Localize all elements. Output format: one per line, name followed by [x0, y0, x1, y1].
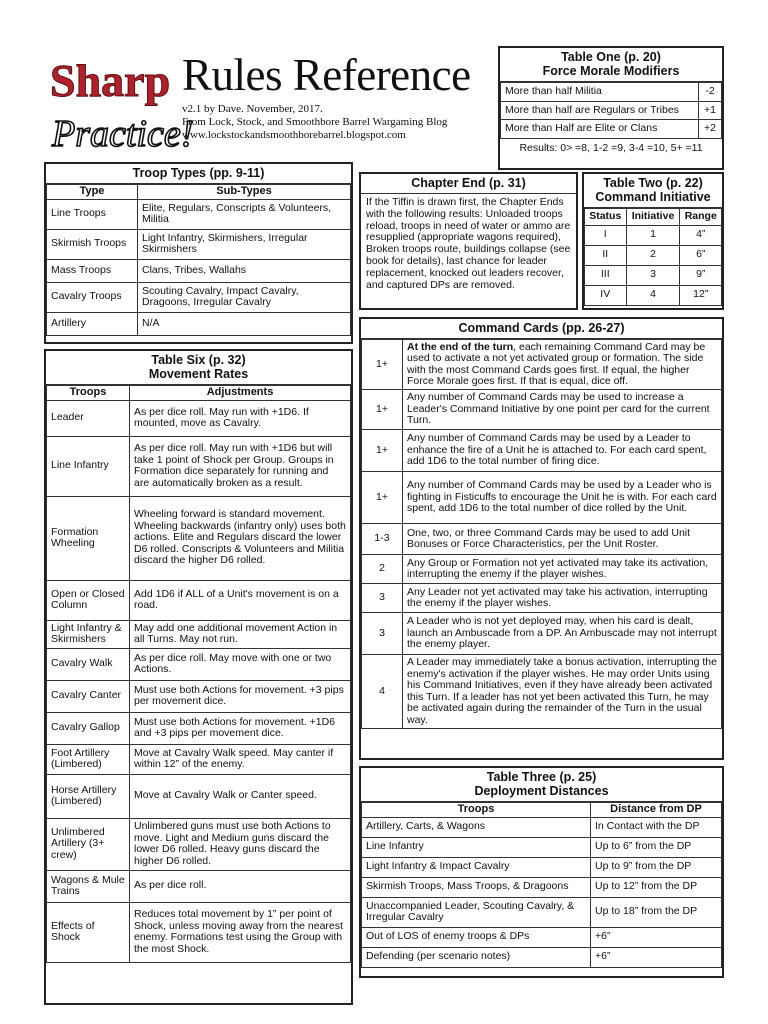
troop-subtypes: N/A [138, 312, 351, 335]
troop-subtypes: Clans, Tribes, Wallahs [138, 259, 351, 282]
movement-adjustment: Unlimbered guns must use both Actions to move. Light and Medium guns discard the lower D6 rolled. Heavy guns discard the higher D6 rolled. [130, 818, 351, 870]
byline-source: From Lock, Stock, and Smoothbore Barrel Wargaming Blog [182, 116, 448, 128]
deploy-troops: Out of LOS of enemy troops & DPs [362, 927, 591, 947]
column-header: Range [680, 209, 722, 226]
card-effect [403, 524, 722, 555]
movement-troop: Effects of Shock [47, 902, 130, 962]
table-three [359, 766, 724, 978]
table-three-title [361, 768, 722, 802]
card-count: 3 [362, 584, 403, 613]
card-count: 1+ [362, 472, 403, 524]
force-morale-table [500, 82, 722, 157]
byline-version: v2.1 by Dave. November, 2017. [182, 103, 323, 115]
deploy-distance: +6” [591, 947, 722, 967]
table-row [501, 83, 722, 102]
movement-adjustment: Must use both Actions for movement. +1D6 and +3 pips per movement dice. [130, 712, 351, 744]
column-header: Initiative [626, 209, 680, 226]
movement-troop: Open or Closed Column [47, 580, 130, 620]
card-effect [403, 613, 722, 655]
table-row [47, 436, 351, 496]
command-cards-title: Command Cards (pp. 26-27) [361, 319, 722, 339]
table-header-row [47, 185, 351, 200]
table-row [362, 837, 722, 857]
table-row [362, 655, 722, 729]
card-effect-text: Any Group or Formation not yet activated may take its activation, interrupting the enemy if the player wishes. [407, 556, 709, 580]
deploy-distance: Up to 9” from the DP [591, 857, 722, 877]
table-row [47, 259, 351, 282]
table-one-title [500, 48, 722, 82]
deploy-distance: Up to 6” from the DP [591, 837, 722, 857]
movement-adjustment: As per dice roll. May run with +1D6 but will take 1 point of Shock per Group. Groups in Formation dice separately for running and are automatically broken as a result. [130, 436, 351, 496]
card-effect [403, 584, 722, 613]
table-header-row [585, 209, 722, 226]
column-header: Troops [47, 386, 130, 401]
troop-subtypes: Light Infantry, Skirmishers, Irregular Skirmishers [138, 229, 351, 259]
card-effect-bold: At the end of the turn [407, 340, 514, 353]
card-effect-text: Any number of Command Cards may be used to increase a Leader's Command Initiative by one point per card for the current Turn. [407, 391, 710, 427]
table-row [362, 472, 722, 524]
chapter-end-body: If the Tiffin is drawn first, the Chapter Ends with the following results: Unloaded troops reload, troops in need of water or ammo are resupplied (appropriate wagons required), Broken troops route, buildings collapse (see book for details), last chance for leader replacement, knocked out leaders recover, and captured DPs are removed. [366, 196, 571, 291]
movement-adjustment: Reduces total movement by 1” per point of Shock, unless moving away from the nearest enemy. Formations test using the Group with the most Shock. [130, 902, 351, 962]
range-cell: 9” [680, 265, 722, 285]
table-row [47, 744, 351, 774]
force-morale-results: Results: 0> =8, 1-2 =9, 3-4 =10, 5+ =11 [519, 141, 703, 154]
deploy-troops: Artillery, Carts, & Wagons [362, 817, 591, 837]
movement-adjustment: As per dice roll. May run with +1D6. If mounted, move as Cavalry. [130, 400, 351, 436]
card-effect [403, 655, 722, 729]
table-two [582, 172, 724, 310]
table-row [362, 555, 722, 584]
chapter-end-title: Chapter End (p. 31) [361, 174, 576, 194]
deploy-distance: In Contact with the DP [591, 817, 722, 837]
card-count: 2 [362, 555, 403, 584]
movement-rates-table [46, 385, 351, 963]
card-effect-text: Any number of Command Cards may be used by a Leader who is fighting in Fisticuffs to encourage the Unit he is with. For each card spent, add 1D6 to the total number of dice rolled by the Unit. [407, 479, 717, 515]
table-row [362, 897, 722, 927]
table-row [362, 857, 722, 877]
table-row [585, 265, 722, 285]
status-cell: III [585, 265, 627, 285]
movement-troop: Horse Artillery (Limbered) [47, 774, 130, 818]
movement-troop: Cavalry Walk [47, 648, 130, 680]
table-row [362, 390, 722, 430]
deploy-distance: +6” [591, 927, 722, 947]
deploy-troops: Line Infantry [362, 837, 591, 857]
table-row [362, 340, 722, 390]
troop-type: Cavalry Troops [47, 282, 138, 312]
card-count: 1+ [362, 390, 403, 430]
table-row [47, 400, 351, 436]
card-effect [403, 390, 722, 430]
troop-type: Mass Troops [47, 259, 138, 282]
table-row [585, 225, 722, 245]
card-effect [403, 555, 722, 584]
table-row [47, 712, 351, 744]
table-row [362, 584, 722, 613]
byline [182, 103, 447, 142]
chapter-end-box [359, 172, 578, 310]
logo-graphic [44, 46, 194, 158]
table-three-title-line1: Table Three (p. 25) [486, 770, 597, 784]
table-row [47, 648, 351, 680]
table-six [44, 349, 353, 1005]
table-row [362, 927, 722, 947]
sharp-practice-logo [44, 46, 194, 158]
troop-type: Artillery [47, 312, 138, 335]
modifier-label: More than half Militia [501, 83, 699, 102]
range-cell: 12” [680, 285, 722, 305]
initiative-cell: 2 [626, 245, 680, 265]
troop-subtypes: Scouting Cavalry, Impact Cavalry, Dragoons, Irregular Cavalry [138, 282, 351, 312]
status-cell: I [585, 225, 627, 245]
table-two-title [584, 174, 722, 208]
table-row [362, 524, 722, 555]
movement-troop: Foot Artillery (Limbered) [47, 744, 130, 774]
movement-adjustment: Move at Cavalry Walk or Canter speed. [130, 774, 351, 818]
movement-adjustment: Move at Cavalry Walk speed. May canter if within 12” of the enemy. [130, 744, 351, 774]
logo-practice-text: Practice! [52, 113, 194, 155]
card-count: 1-3 [362, 524, 403, 555]
movement-adjustment: May add one additional movement Action in all Turns. May not run. [130, 620, 351, 648]
deploy-troops: Light Infantry & Impact Cavalry [362, 857, 591, 877]
table-row [47, 199, 351, 229]
column-header: Adjustments [130, 386, 351, 401]
table-row [47, 774, 351, 818]
card-effect-text: Any Leader not yet activated may take his activation, interrupting the enemy if the player wishes. [407, 585, 708, 609]
table-row [47, 282, 351, 312]
table-six-title-line1: Table Six (p. 32) [151, 353, 246, 367]
card-count: 3 [362, 613, 403, 655]
card-effect [403, 430, 722, 472]
troop-types-grid [46, 184, 351, 336]
movement-adjustment: Wheeling forward is standard movement. Wheeling backwards (infantry only) uses both actions. Elite and Regulars discard the lower D6 rolled. Conscripts & Volunteers and Militia discard the higher D6 rolled. [130, 496, 351, 580]
deploy-distance: Up to 12” from the DP [591, 877, 722, 897]
table-row [47, 496, 351, 580]
movement-troop: Light Infantry & Skirmishers [47, 620, 130, 648]
deployment-distances-table [361, 802, 722, 968]
movement-troop: Cavalry Canter [47, 680, 130, 712]
table-row [585, 285, 722, 305]
byline-url: www.lockstockandsmoothborebarrel.blogspot.com [182, 129, 406, 141]
table-row [362, 877, 722, 897]
table-two-title-line2: Command Initiative [595, 190, 711, 204]
troop-subtypes: Elite, Regulars, Conscripts & Volunteers, Militia [138, 199, 351, 229]
movement-adjustment: Add 1D6 if ALL of a Unit's movement is on a road. [130, 580, 351, 620]
table-row [362, 613, 722, 655]
status-cell: IV [585, 285, 627, 305]
movement-troop: Unlimbered Artillery (3+ crew) [47, 818, 130, 870]
card-effect [403, 340, 722, 390]
card-effect-text: One, two, or three Command Cards may be used to add Unit Bonuses or Force Characteristics, per the Unit Roster. [407, 526, 691, 550]
card-effect-text: A Leader who is not yet deployed may, when his card is dealt, launch an Ambuscade from a DP. An Ambuscade may not interrupt the enemy player. [407, 615, 717, 651]
column-header: Status [585, 209, 627, 226]
column-header: Type [47, 185, 138, 200]
deploy-troops: Skirmish Troops, Mass Troops, & Dragoons [362, 877, 591, 897]
table-row [47, 312, 351, 335]
table-row [47, 620, 351, 648]
deploy-distance: Up to 18” from the DP [591, 897, 722, 927]
table-header-row [47, 386, 351, 401]
movement-troop: Cavalry Gallop [47, 712, 130, 744]
range-cell: 4” [680, 225, 722, 245]
table-six-title-line2: Movement Rates [148, 367, 249, 381]
movement-troop: Leader [47, 400, 130, 436]
card-effect-text: Any number of Command Cards may be used by a Leader to enhance the fire of a Unit he is attached to. For each card spent, add 1D6 to the total number of firing dice. [407, 432, 707, 468]
troop-types-title: Troop Types (pp. 9-11) [46, 164, 351, 184]
table-six-title [46, 351, 351, 385]
table-two-title-line1: Table Two (p. 22) [603, 176, 703, 190]
table-row [47, 229, 351, 259]
column-header: Sub-Types [138, 185, 351, 200]
table-one-title-line1: Table One (p. 20) [561, 50, 661, 64]
command-initiative-table [584, 208, 722, 306]
column-header: Troops [362, 803, 591, 818]
table-row [501, 101, 722, 120]
table-one-title-line2: Force Morale Modifiers [542, 64, 680, 78]
table-row [47, 580, 351, 620]
table-three-title-line2: Deployment Distances [474, 784, 609, 798]
movement-adjustment: As per dice roll. [130, 870, 351, 902]
movement-adjustment: Must use both Actions for movement. +3 pips per movement dice. [130, 680, 351, 712]
card-effect [403, 472, 722, 524]
table-one [498, 46, 724, 170]
status-cell: II [585, 245, 627, 265]
modifier-value: +1 [699, 101, 722, 120]
card-count: 4 [362, 655, 403, 729]
modifier-label: More than half are Regulars or Tribes [501, 101, 699, 120]
table-row [501, 120, 722, 139]
initiative-cell: 1 [626, 225, 680, 245]
logo-sharp-text: Sharp [50, 55, 171, 106]
modifier-value: +2 [699, 120, 722, 139]
modifier-label: More than Half are Elite or Clans [501, 120, 699, 139]
page-title: Rules Reference [182, 50, 471, 100]
table-row [47, 870, 351, 902]
movement-troop: Line Infantry [47, 436, 130, 496]
troop-type: Skirmish Troops [47, 229, 138, 259]
table-row [362, 430, 722, 472]
modifier-value: -2 [699, 83, 722, 102]
initiative-cell: 3 [626, 265, 680, 285]
troop-types-table [44, 162, 353, 344]
command-cards-table [359, 317, 724, 760]
results-row [501, 138, 722, 157]
command-cards-grid [361, 339, 722, 729]
table-row [362, 817, 722, 837]
deploy-troops: Unaccompanied Leader, Scouting Cavalry, & Irregular Cavalry [362, 897, 591, 927]
movement-troop: Wagons & Mule Trains [47, 870, 130, 902]
table-header-row [362, 803, 722, 818]
card-count: 1+ [362, 340, 403, 390]
range-cell: 6” [680, 245, 722, 265]
card-effect-text: , each remaining Command Card may be used to activate a not yet activated group or formation. The side with the most Command Cards goes first. If equal, the higher Force Morale goes first. If that is equal, dice off. [407, 340, 706, 387]
initiative-cell: 4 [626, 285, 680, 305]
movement-adjustment: As per dice roll. May move with one or two Actions. [130, 648, 351, 680]
movement-troop: Formation Wheeling [47, 496, 130, 580]
table-row [47, 680, 351, 712]
table-row [585, 245, 722, 265]
table-row [362, 947, 722, 967]
troop-type: Line Troops [47, 199, 138, 229]
table-row [47, 818, 351, 870]
card-count: 1+ [362, 430, 403, 472]
column-header: Distance from DP [591, 803, 722, 818]
deploy-troops: Defending (per scenario notes) [362, 947, 591, 967]
card-effect-text: A Leader may immediately take a bonus activation, interrupting the enemy's activation if the player wishes. He may order Units using his Command Initiatives, even if they have already been activated this Turn. If a leader has not yet been activated this Turn, he may be activated again during the remainder of the Turn in the usual way. [407, 656, 717, 726]
table-row [47, 902, 351, 962]
